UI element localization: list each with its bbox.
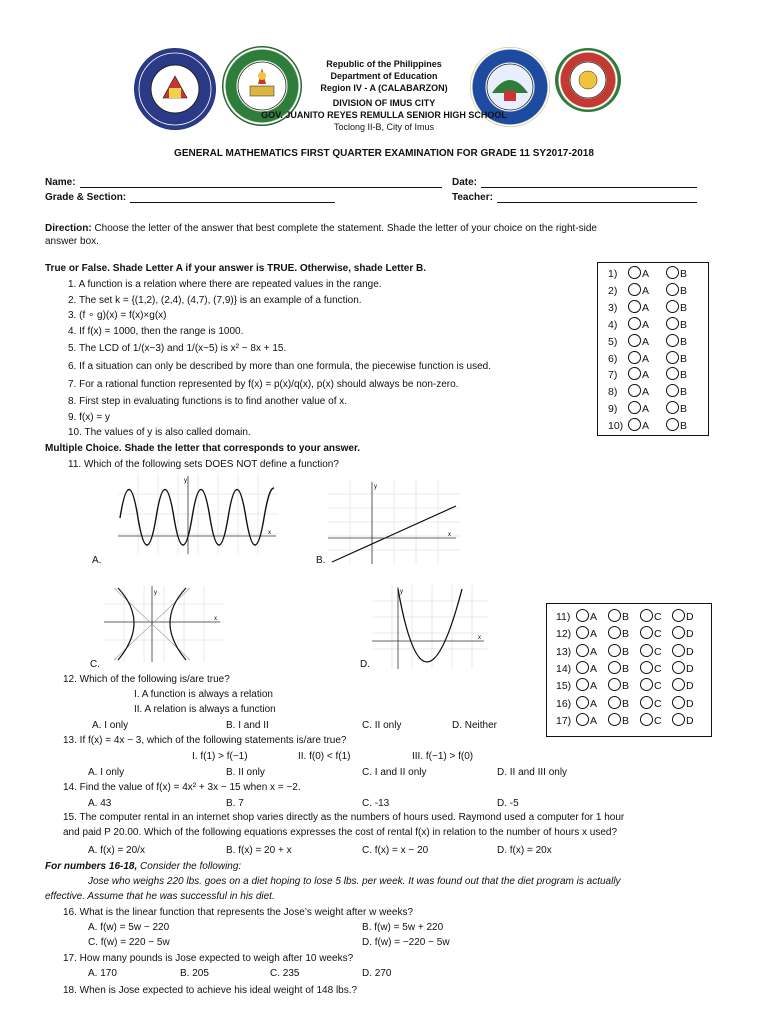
answer-bubble-a[interactable] bbox=[576, 661, 608, 675]
tf-items bbox=[68, 277, 491, 441]
bubble-circle-icon[interactable] bbox=[608, 626, 621, 639]
answer-bubble-d[interactable] bbox=[672, 644, 704, 658]
bubble-circle-icon[interactable] bbox=[628, 351, 641, 364]
question-15-line-1: 15. The computer rental in an internet shop varies directly as the numbers of hours used. Raymond used a computer for 1 hour bbox=[63, 812, 625, 823]
bubble-letter: C bbox=[654, 697, 662, 710]
graph-c-right-branch bbox=[170, 588, 186, 660]
bubble-circle-icon[interactable] bbox=[666, 401, 679, 414]
answer-bubble-b[interactable] bbox=[666, 334, 704, 348]
tf-item: 9. f(x) = y bbox=[68, 411, 110, 423]
q13-statement-iii: III. f(−1) > f(0) bbox=[412, 751, 474, 762]
answer-bubble-b[interactable] bbox=[608, 661, 640, 675]
graph-c bbox=[104, 586, 224, 662]
answer-bubble-d[interactable] bbox=[672, 609, 704, 623]
answer-bubble-a[interactable] bbox=[576, 626, 608, 640]
bubble-letter: A bbox=[642, 369, 650, 382]
answer-row-number: 11) bbox=[556, 611, 571, 623]
answer-row-number: 15) bbox=[556, 680, 572, 693]
q13-option-d[interactable]: D. II and III only bbox=[497, 767, 568, 778]
answer-bubble-a[interactable] bbox=[576, 609, 608, 623]
answer-bubble-b[interactable] bbox=[666, 401, 704, 415]
bubble-letter: A bbox=[642, 335, 650, 348]
q14-option-a[interactable]: A. 43 bbox=[88, 798, 112, 809]
answer-row bbox=[608, 317, 704, 331]
bubble-letter: D bbox=[686, 662, 694, 675]
graph-c-grid bbox=[104, 586, 224, 662]
for-16-18-intro bbox=[45, 861, 241, 872]
bubble-circle-icon[interactable] bbox=[608, 678, 621, 691]
bubble-letter: B bbox=[680, 318, 688, 331]
q12-statement-ii: II. A relation is always a function bbox=[134, 704, 276, 715]
answer-row bbox=[608, 401, 704, 415]
bubble-letter: C bbox=[654, 628, 662, 641]
bubble-letter: A bbox=[590, 611, 598, 623]
answer-bubble-c[interactable] bbox=[640, 696, 672, 710]
q12-option-c[interactable]: C. II only bbox=[362, 720, 402, 731]
answer-row-number: 10) bbox=[608, 420, 624, 433]
tf-item: 1. A function is a relation where there are repeated values in the range. bbox=[68, 279, 382, 290]
bubble-circle-icon[interactable] bbox=[576, 661, 589, 674]
bubble-letter: C bbox=[654, 680, 662, 693]
answer-bubble-b[interactable] bbox=[666, 300, 704, 314]
bubble-letter: A bbox=[642, 318, 650, 331]
answer-bubble-a[interactable] bbox=[576, 696, 608, 710]
mc-heading: Multiple Choice. Shade the letter that corresponds to your answer. bbox=[45, 443, 361, 454]
bubble-letter: B bbox=[680, 268, 688, 280]
bubble-letter: D bbox=[686, 714, 694, 727]
bubble-circle-icon[interactable] bbox=[672, 644, 685, 657]
graph-d-label: D. bbox=[360, 659, 370, 670]
q13-option-a[interactable]: A. I only bbox=[88, 767, 125, 778]
bubble-circle-icon[interactable] bbox=[672, 626, 685, 639]
bubble-letter: A bbox=[642, 403, 650, 416]
grade-section-field[interactable] bbox=[45, 192, 335, 203]
bubble-letter: A bbox=[590, 662, 598, 675]
answer-bubble-c[interactable] bbox=[640, 626, 672, 640]
bubble-letter: D bbox=[686, 680, 694, 693]
answer-row bbox=[608, 300, 704, 314]
answer-row-number: 7) bbox=[608, 369, 618, 382]
bubble-circle-icon[interactable] bbox=[628, 300, 641, 313]
answer-row bbox=[556, 609, 704, 623]
q16-option-d[interactable]: D. f(w) = −220 − 5w bbox=[362, 937, 450, 948]
date-blank[interactable] bbox=[481, 177, 697, 188]
tf-item: 2. The set k = {(1,2), (2,4), (4,7), (7,9)} is an example of a function. bbox=[68, 294, 362, 306]
q13-option-c[interactable]: C. I and II only bbox=[362, 767, 427, 778]
bubble-letter: A bbox=[590, 714, 598, 727]
name-label: Name: bbox=[45, 177, 76, 188]
teacher-blank[interactable] bbox=[497, 192, 697, 203]
answer-bubble-c[interactable] bbox=[640, 713, 672, 727]
question-17: 17. How many pounds is Jose expected to weigh after 10 weeks? bbox=[63, 953, 354, 964]
question-18: 18. When is Jose expected to achieve his ideal weight of 148 lbs.? bbox=[63, 985, 358, 996]
bubble-circle-icon[interactable] bbox=[672, 678, 685, 691]
answer-bubble-a[interactable] bbox=[628, 418, 666, 432]
bubble-letter: A bbox=[590, 628, 598, 641]
bubble-circle-icon[interactable] bbox=[666, 351, 679, 364]
q13-statement-i: I. f(1) > f(−1) bbox=[192, 751, 248, 762]
bubble-letter: B bbox=[680, 335, 688, 348]
bubble-letter: B bbox=[622, 714, 630, 727]
q12-option-b[interactable]: B. I and II bbox=[226, 720, 269, 731]
q12-option-a[interactable]: A. I only bbox=[92, 720, 129, 731]
bubble-circle-icon[interactable] bbox=[672, 696, 685, 709]
answer-bubble-c[interactable] bbox=[640, 661, 672, 675]
bubble-circle-icon[interactable] bbox=[608, 644, 621, 657]
bubble-letter: C bbox=[654, 714, 662, 727]
bubble-letter: A bbox=[590, 680, 598, 693]
bubble-letter: A bbox=[642, 284, 650, 297]
remulla-shs-logo bbox=[555, 48, 621, 112]
question-14: 14. Find the value of f(x) = 4x² + 3x − 15 when x = −2. bbox=[63, 782, 301, 793]
question-13: 13. If f(x) = 4x − 3, which of the following statements is/are true? bbox=[63, 735, 347, 746]
bubble-circle-icon[interactable] bbox=[628, 384, 641, 397]
answer-bubble-a[interactable] bbox=[628, 351, 666, 365]
graph-b-y-label: y bbox=[374, 484, 377, 490]
bubble-circle-icon[interactable] bbox=[576, 713, 589, 726]
answer-bubble-d[interactable] bbox=[672, 661, 704, 675]
q17-option-d[interactable]: D. 270 bbox=[362, 968, 392, 979]
answer-bubble-b[interactable] bbox=[608, 713, 640, 727]
name-field[interactable] bbox=[45, 177, 442, 188]
question-12: 12. Which of the following is/are true? bbox=[63, 674, 230, 685]
answer-row bbox=[608, 351, 704, 365]
answer-bubble-d[interactable] bbox=[672, 678, 704, 692]
answer-bubble-b[interactable] bbox=[666, 367, 704, 381]
bubble-circle-icon[interactable] bbox=[666, 300, 679, 313]
bubble-circle-icon[interactable] bbox=[666, 334, 679, 347]
answer-row-number: 8) bbox=[608, 386, 618, 399]
q14-option-c[interactable]: C. -13 bbox=[362, 798, 390, 809]
bubble-letter: B bbox=[680, 284, 688, 297]
bubble-circle-icon[interactable] bbox=[608, 696, 621, 709]
header-department: Department of Education bbox=[330, 71, 438, 81]
answer-row-number: 6) bbox=[608, 352, 618, 365]
for-16-18-label: For numbers 16-18, bbox=[45, 861, 138, 872]
tf-heading: True or False. Shade Letter A if your answer is TRUE. Otherwise, shade Letter B. bbox=[45, 263, 427, 274]
bubble-letter: C bbox=[654, 662, 662, 675]
q17-option-a[interactable]: A. 170 bbox=[88, 968, 117, 979]
answer-bubble-a[interactable] bbox=[628, 367, 666, 381]
q17-option-c[interactable]: C. 235 bbox=[270, 968, 300, 979]
graph-b-x-label: x bbox=[448, 532, 451, 538]
tf-item: 6. If a situation can only be described by more than one formula, the piecewise function is used. bbox=[68, 360, 492, 372]
answer-bubble-c[interactable] bbox=[640, 609, 672, 623]
answer-bubble-b[interactable] bbox=[608, 678, 640, 692]
bubble-circle-icon[interactable] bbox=[576, 609, 589, 622]
answer-bubble-b[interactable] bbox=[666, 283, 704, 297]
bubble-letter: C bbox=[654, 611, 662, 623]
answer-bubble-b[interactable] bbox=[666, 266, 704, 280]
deped-seal-logo bbox=[134, 48, 216, 130]
tf-item: 4. If f(x) = 1000, then the range is 1000. bbox=[68, 325, 244, 337]
bubble-circle-icon[interactable] bbox=[576, 678, 589, 691]
bubble-letter: B bbox=[680, 369, 688, 382]
bubble-circle-icon[interactable] bbox=[640, 644, 653, 657]
graph-b-label: B. bbox=[316, 555, 326, 566]
bubble-circle-icon[interactable] bbox=[640, 678, 653, 691]
answer-row bbox=[556, 644, 704, 658]
q12-option-d[interactable]: D. Neither bbox=[452, 720, 498, 731]
bubble-letter: B bbox=[680, 403, 688, 416]
answer-bubble-d[interactable] bbox=[672, 696, 704, 710]
answer-bubble-a[interactable] bbox=[576, 713, 608, 727]
graph-b bbox=[328, 480, 460, 564]
answer-bubble-b[interactable] bbox=[666, 317, 704, 331]
answer-bubble-b[interactable] bbox=[666, 418, 704, 432]
answer-row bbox=[608, 266, 704, 280]
answer-row-number: 13) bbox=[556, 645, 572, 658]
graph-c-label: C. bbox=[90, 659, 100, 670]
bubble-circle-icon[interactable] bbox=[628, 283, 641, 296]
bubble-letter: B bbox=[680, 420, 688, 433]
q16-option-b[interactable]: B. f(w) = 5w + 220 bbox=[362, 922, 444, 933]
header-address: Toclong II-B, City of Imus bbox=[333, 122, 435, 132]
name-blank[interactable] bbox=[80, 177, 442, 188]
graph-c-y-label: y bbox=[154, 590, 157, 596]
answer-row-number: 12) bbox=[556, 628, 572, 641]
answer-row bbox=[556, 678, 704, 692]
answer-row bbox=[556, 713, 704, 727]
graph-a-y-label: y bbox=[184, 478, 187, 484]
graph-a-curve bbox=[120, 488, 274, 545]
bubble-letter: B bbox=[680, 386, 688, 399]
answer-row-number: 1) bbox=[608, 268, 618, 280]
story-line-1: Jose who weighs 220 lbs. goes on a diet hoping to lose 5 lbs. per week. It was found out that the diet program is actually bbox=[88, 876, 621, 887]
grade-section-label: Grade & Section: bbox=[45, 192, 127, 203]
answer-row-number: 14) bbox=[556, 662, 572, 675]
bubble-circle-icon[interactable] bbox=[576, 644, 589, 657]
bubble-circle-icon[interactable] bbox=[628, 401, 641, 414]
bubble-circle-icon[interactable] bbox=[608, 713, 621, 726]
answer-bubble-b[interactable] bbox=[666, 351, 704, 365]
graph-d-curve bbox=[398, 589, 462, 662]
bubble-letter: A bbox=[642, 352, 650, 365]
remulla-logo-graphic bbox=[555, 48, 621, 112]
bubble-circle-icon[interactable] bbox=[672, 609, 685, 622]
bubble-circle-icon[interactable] bbox=[628, 367, 641, 380]
answer-bubble-a[interactable] bbox=[628, 317, 666, 331]
tf-item: 7. For a rational function represented by f(x) = p(x)/q(x), p(x) should always be non-zero. bbox=[68, 378, 459, 390]
bubble-letter: D bbox=[686, 645, 694, 658]
answer-row bbox=[608, 384, 704, 398]
bubble-circle-icon[interactable] bbox=[666, 317, 679, 330]
direction-text: Choose the letter of the answer that best complete the statement. Shade the letter of your choice on the right-side bbox=[91, 223, 597, 234]
date-label: Date: bbox=[452, 177, 478, 188]
bubble-letter: B bbox=[622, 645, 630, 658]
question-16: 16. What is the linear function that represents the Jose’s weight after w weeks? bbox=[63, 907, 413, 918]
bubble-letter: B bbox=[622, 680, 630, 693]
bubble-letter: D bbox=[686, 628, 694, 641]
letterhead bbox=[284, 58, 484, 94]
answer-row-number: 4) bbox=[608, 318, 618, 331]
bubble-circle-icon[interactable] bbox=[628, 418, 641, 431]
header-division: DIVISION OF IMUS CITY bbox=[332, 98, 436, 108]
answer-row-number: 5) bbox=[608, 335, 618, 348]
bubble-letter: B bbox=[622, 611, 630, 623]
graph-d-x-label: x bbox=[478, 635, 481, 641]
graph-c-x-label: x bbox=[214, 616, 217, 622]
bubble-letter: A bbox=[642, 301, 650, 314]
bubble-letter: C bbox=[654, 645, 662, 658]
q15-option-d[interactable]: D. f(x) = 20x bbox=[497, 845, 552, 856]
answer-row bbox=[608, 334, 704, 348]
bubble-circle-icon[interactable] bbox=[576, 696, 589, 709]
bubble-circle-icon[interactable] bbox=[628, 317, 641, 330]
bubble-circle-icon[interactable] bbox=[608, 661, 621, 674]
direction-block bbox=[45, 222, 725, 248]
answer-bubble-a[interactable] bbox=[576, 678, 608, 692]
grade-section-blank[interactable] bbox=[130, 192, 335, 203]
q13-option-b[interactable]: B. II only bbox=[226, 767, 265, 778]
deped-seal-graphic bbox=[134, 48, 216, 130]
story-line-2: effective. Assume that he was successful in his diet. bbox=[45, 891, 275, 902]
graph-a-label: A. bbox=[92, 555, 102, 566]
answer-row bbox=[608, 283, 704, 297]
bubble-circle-icon[interactable] bbox=[640, 609, 653, 622]
bubble-circle-icon[interactable] bbox=[672, 661, 685, 674]
answer-bubble-b[interactable] bbox=[608, 644, 640, 658]
bubble-circle-icon[interactable] bbox=[640, 626, 653, 639]
bubble-letter: A bbox=[590, 697, 598, 710]
bubble-letter: A bbox=[642, 268, 650, 280]
q14-option-b[interactable]: B. 7 bbox=[226, 798, 244, 809]
answer-bubble-a[interactable] bbox=[628, 334, 666, 348]
tf-item: 5. The LCD of 1/(x−3) and 1/(x−5) is x² − 8x + 15. bbox=[68, 343, 287, 355]
graph-a-grid bbox=[118, 474, 278, 554]
answer-row-number: 17) bbox=[556, 714, 572, 727]
answer-row bbox=[608, 418, 704, 432]
bubble-letter: B bbox=[622, 662, 630, 675]
bubble-letter: B bbox=[622, 697, 630, 710]
graph-d bbox=[372, 585, 488, 669]
bubble-letter: A bbox=[590, 645, 598, 658]
q16-option-a[interactable]: A. f(w) = 5w − 220 bbox=[88, 922, 170, 933]
bubble-circle-icon[interactable] bbox=[666, 367, 679, 380]
answer-row bbox=[556, 696, 704, 710]
answer-bubble-c[interactable] bbox=[640, 644, 672, 658]
answer-bubble-a[interactable] bbox=[576, 644, 608, 658]
bubble-circle-icon[interactable] bbox=[628, 334, 641, 347]
q15-option-c[interactable]: C. f(x) = x − 20 bbox=[362, 845, 429, 856]
bubble-letter: D bbox=[686, 611, 694, 623]
bubble-circle-icon[interactable] bbox=[666, 266, 679, 279]
bubble-circle-icon[interactable] bbox=[640, 696, 653, 709]
question-15-line-2: and paid P 20.00. Which of the following equations expresses the cost of rental f(x) in relation to the number of hours x used? bbox=[63, 827, 618, 838]
answer-bubble-a[interactable] bbox=[628, 266, 666, 280]
bubble-letter: D bbox=[686, 697, 694, 710]
bubble-letter: A bbox=[642, 386, 650, 399]
q15-option-a[interactable]: A. f(x) = 20/x bbox=[88, 845, 145, 856]
bubble-circle-icon[interactable] bbox=[666, 283, 679, 296]
q14-option-d[interactable]: D. -5 bbox=[497, 798, 519, 809]
answer-row-number: 9) bbox=[608, 403, 618, 416]
answer-row bbox=[608, 367, 704, 381]
bubble-circle-icon[interactable] bbox=[576, 626, 589, 639]
tf-item: 10. The values of y is also called domain. bbox=[68, 427, 251, 439]
bubble-circle-icon[interactable] bbox=[640, 713, 653, 726]
answer-bubble-d[interactable] bbox=[672, 713, 704, 727]
header-republic: Republic of the Philippines bbox=[326, 59, 442, 69]
school-block bbox=[234, 97, 534, 133]
answer-bubble-d[interactable] bbox=[672, 626, 704, 640]
tf-item: 3. (f ∘ g)(x) = f(x)×g(x) bbox=[68, 310, 167, 322]
answer-bubble-b[interactable] bbox=[608, 696, 640, 710]
graph-b-grid bbox=[328, 480, 460, 564]
teacher-field[interactable] bbox=[452, 192, 697, 203]
answer-bubble-a[interactable] bbox=[628, 384, 666, 398]
graph-d-grid bbox=[372, 585, 488, 669]
answer-row bbox=[556, 626, 704, 640]
answer-bubble-b[interactable] bbox=[666, 384, 704, 398]
answer-bubble-a[interactable] bbox=[628, 401, 666, 415]
header-school-name: GOV. JUANITO REYES REMULLA SENIOR HIGH SCHOOL bbox=[261, 110, 507, 120]
bubble-circle-icon[interactable] bbox=[666, 384, 679, 397]
q13-statement-ii: II. f(0) < f(1) bbox=[298, 751, 351, 762]
direction-label: Direction: bbox=[45, 223, 92, 234]
bubble-circle-icon[interactable] bbox=[672, 713, 685, 726]
answer-row-number: 16) bbox=[556, 697, 572, 710]
tf-item: 8. First step in evaluating functions is to find another value of x. bbox=[68, 396, 348, 408]
bubble-circle-icon[interactable] bbox=[608, 609, 621, 622]
teacher-label: Teacher: bbox=[452, 192, 493, 203]
graph-a-x-label: x bbox=[268, 530, 271, 536]
graph-d-y-label: y bbox=[400, 589, 403, 595]
answer-row-number: 3) bbox=[608, 301, 618, 314]
bubble-circle-icon[interactable] bbox=[640, 661, 653, 674]
bubble-circle-icon[interactable] bbox=[628, 266, 641, 279]
answer-row bbox=[556, 661, 704, 675]
bubble-letter: B bbox=[680, 301, 688, 314]
direction-text-2: answer box. bbox=[45, 236, 99, 247]
exam-title: GENERAL MATHEMATICS FIRST QUARTER EXAMINATION FOR GRADE 11 SY2017-2018 bbox=[174, 148, 594, 159]
bubble-letter: B bbox=[622, 628, 630, 641]
bubble-letter: A bbox=[642, 420, 650, 433]
graph-c-left-branch bbox=[118, 588, 134, 660]
bubble-letter: B bbox=[680, 352, 688, 365]
answer-bubble-a[interactable] bbox=[628, 283, 666, 297]
graph-a bbox=[118, 474, 278, 554]
answer-bubble-c[interactable] bbox=[640, 678, 672, 692]
answer-bubble-b[interactable] bbox=[608, 609, 640, 623]
answer-row-number: 2) bbox=[608, 284, 618, 297]
answer-bubble-a[interactable] bbox=[628, 300, 666, 314]
q16-option-c[interactable]: C. f(w) = 220 − 5w bbox=[88, 937, 170, 948]
question-11: 11. Which of the following sets DOES NOT define a function? bbox=[68, 459, 339, 470]
q17-option-b[interactable]: B. 205 bbox=[180, 968, 209, 979]
bubble-circle-icon[interactable] bbox=[666, 418, 679, 431]
q12-statement-i: I. A function is always a relation bbox=[134, 689, 273, 700]
answer-bubble-b[interactable] bbox=[608, 626, 640, 640]
date-field[interactable] bbox=[452, 177, 697, 188]
for-16-18-rest: Consider the following: bbox=[137, 861, 242, 872]
header-region: Region IV - A (CALABARZON) bbox=[320, 83, 448, 93]
q15-option-b[interactable]: B. f(x) = 20 + x bbox=[226, 845, 292, 856]
